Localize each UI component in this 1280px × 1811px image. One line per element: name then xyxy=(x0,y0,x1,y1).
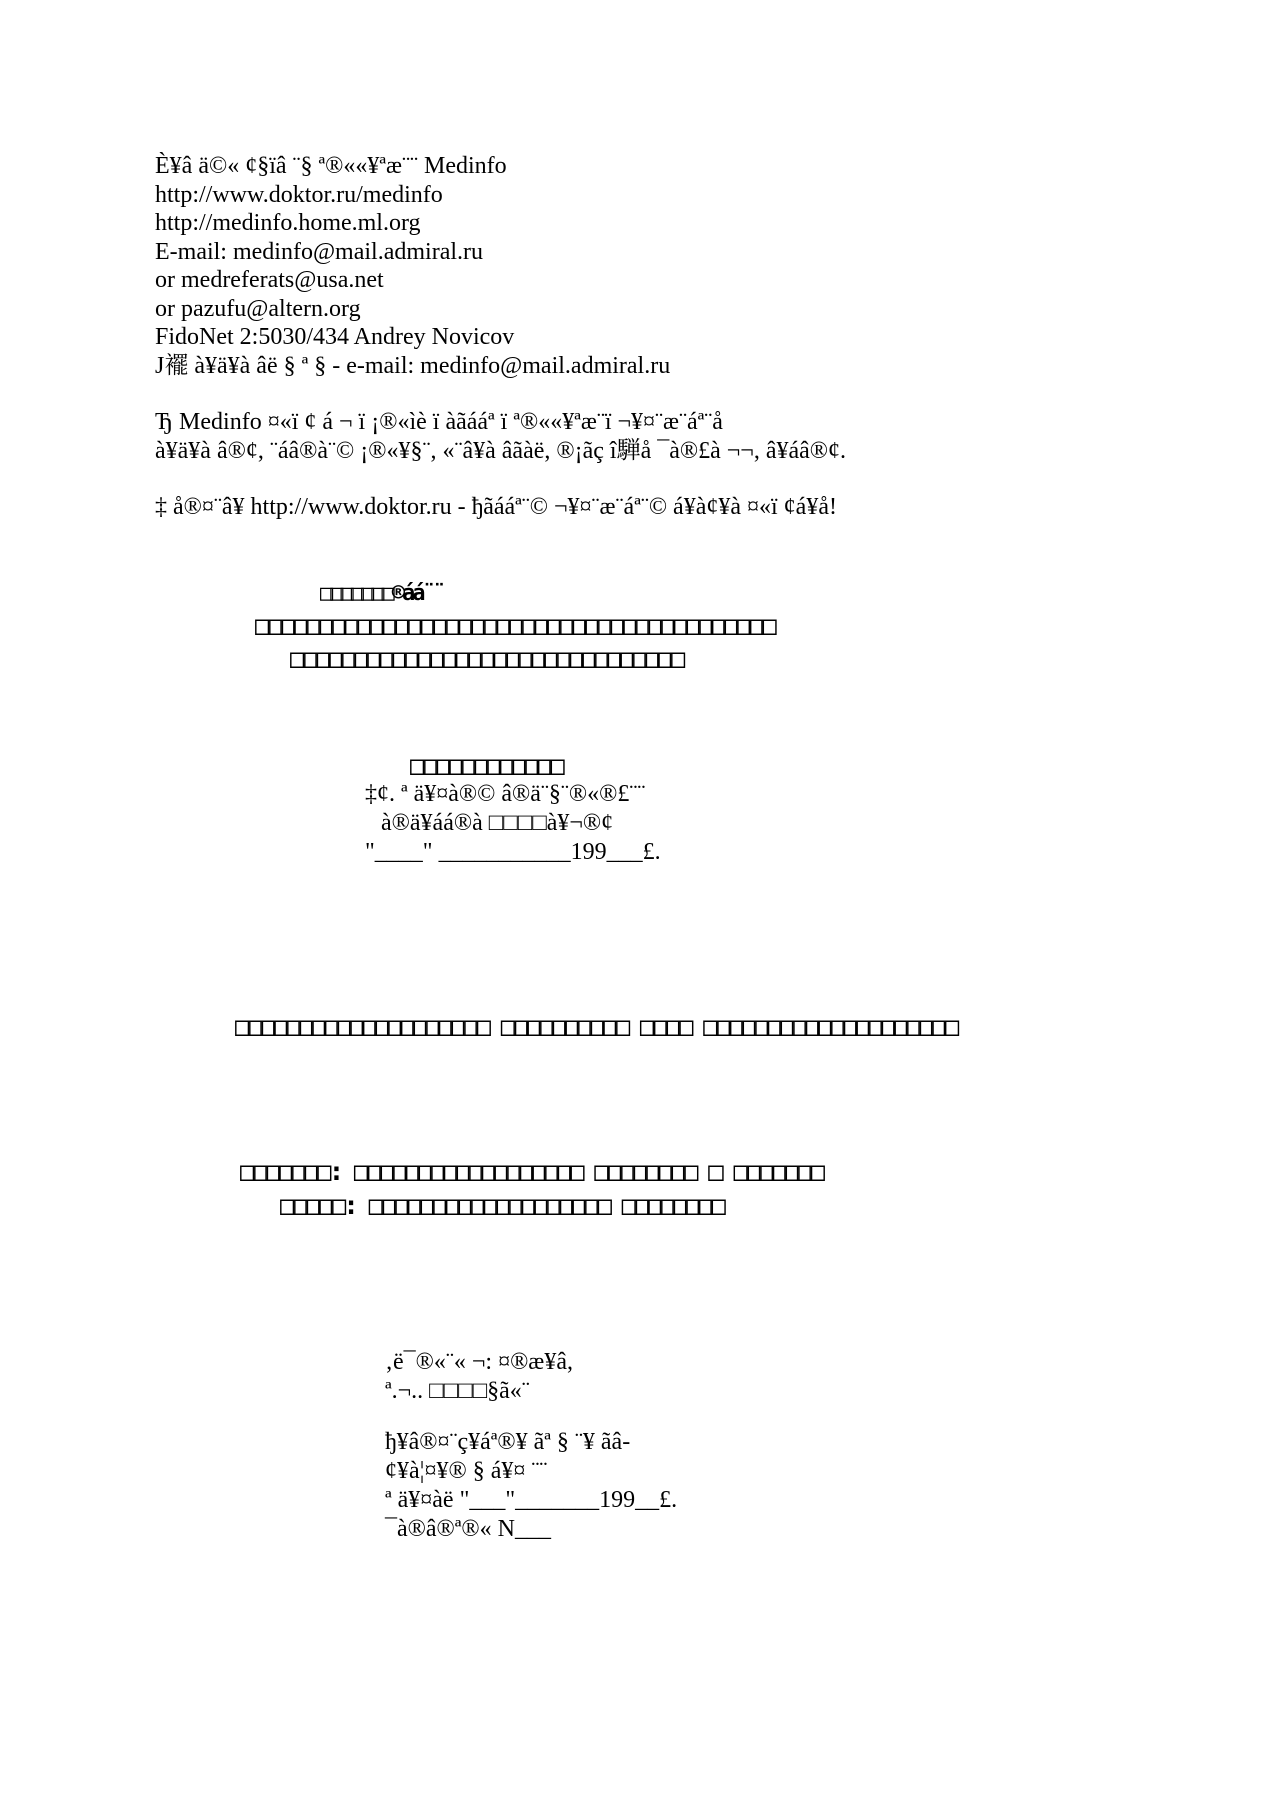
method-line-4: ¯à®â®ª®« N___ xyxy=(385,1516,551,1542)
author-line-2: ª.¬.. □□□□§ã«¨ xyxy=(385,1378,530,1404)
method-line-2: ¢¥à¦¤¥® § á¥¤ ¨¨ xyxy=(385,1458,548,1484)
ministry-line-2: □□□□□□□□□□□□□□□□□□□□□□□□□□□□□□□□□□□□□□□□□ xyxy=(255,611,774,641)
approval-line-1: ‡¢. ª ä¥¤à®© â®ä¨§¨®«®£¨¨ xyxy=(365,781,646,807)
header-line-url-1[interactable]: http://www.doktor.ru/medinfo xyxy=(155,181,443,208)
ministry-line-3: □□□□□□□□□□□□□□□□□□□□□□□□□□□□□□□ xyxy=(290,644,683,674)
approval-line-date: "____" ___________199___£. xyxy=(365,839,661,865)
document-title: □□□□□□□□□□□□□□□□□□□□ □□□□□□□□□□ □□□□ □□□□□□□□□□□□□□□□□□□□ xyxy=(235,1012,957,1042)
header-line-email-alt-2[interactable]: or pazufu@altern.org xyxy=(155,295,361,322)
header-line-order: Ј襬 à¥ä¥à âë § ª § - e-mail: medinfo@mail.admiral.ru xyxy=(155,352,671,379)
subject-line-1: □□□□□□□: □□□□□□□□□□□□□□□□□□ □□□□□□□□ □ □□□□□□□ xyxy=(240,1157,823,1187)
header-block xyxy=(155,152,1115,522)
header-line-fidonet: FidoNet 2:5030/434 Andrey Novicov xyxy=(155,324,515,350)
subject-line-2: □□□□□: □□□□□□□□□□□□□□□□□□□ □□□□□□□□ xyxy=(280,1191,723,1221)
signature-spacer xyxy=(385,1406,677,1428)
intro-paragraph xyxy=(155,408,1115,465)
visit-line[interactable]: ‡ å®¤¨â¥ http://www.doktor.ru - ђãááª¨© ¬¥¤¨æ¨áª¨© á¥à¢¥à ¤«ï ¢á¥å! xyxy=(155,494,837,520)
method-line-3: ª ä¥¤àë "___"_______199__£. xyxy=(385,1487,678,1513)
header-line-title: Ѐ¥â ä©« ¢§ïâ ¨§ ª®««¥ªæ¨¨ Medinfo xyxy=(155,153,507,179)
header-line-email-alt-1[interactable]: or medreferats@usa.net xyxy=(155,267,384,293)
approval-block xyxy=(365,780,661,867)
signature-block xyxy=(385,1348,677,1544)
approve-heading: □□□□□□□□□□□□ xyxy=(410,751,562,781)
intro-line-1: Ђ Medinfo ¤«ï ¢ á ¬ ï ¡®«ìè ï àãááª ï ª®««¥ªæ¨ï ¬¥¤¨æ¨áª¨å xyxy=(155,409,723,435)
method-line-1: ђ¥â®¤¨ç¥áª®¥ ãª § ¨¥ ãâ- xyxy=(385,1429,631,1455)
ministry-line-1: □□□□□□□®áá¨¨ xyxy=(320,581,443,606)
author-line-1: ‚ë¯®«¨« ¬: ¤®æ¥â, xyxy=(385,1349,573,1375)
approval-line-2: à®ä¥áá®à □□□□à¥¬®¢ xyxy=(381,810,614,836)
header-line-email[interactable]: E-mail: medinfo@mail.admiral.ru xyxy=(155,238,484,265)
visit-paragraph xyxy=(155,493,1115,522)
intro-line-2: à¥ä¥à â®¢, ¨áâ®à¨© ¡®«¥§¨, «¨â¥à âãàë, ®¡ãç î騨å ¯à®£à ¬¬, â¥áâ®¢. xyxy=(155,437,847,464)
header-line-url-2[interactable]: http://medinfo.home.ml.org xyxy=(155,210,421,236)
